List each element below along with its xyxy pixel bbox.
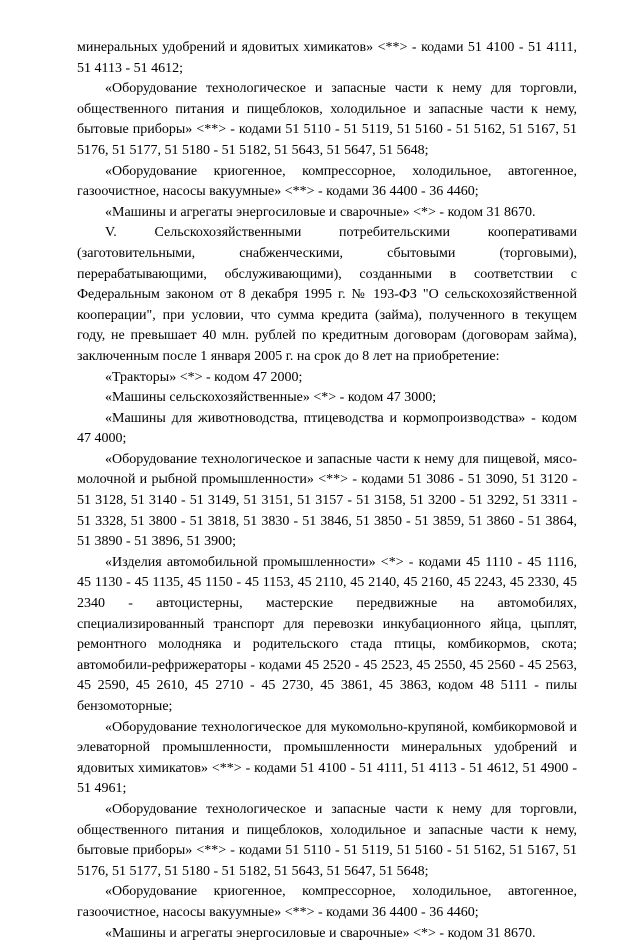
paragraph-power-machines-2: «Машины и агрегаты энергосиловые и сварочные» <*> - кодом 31 8670. xyxy=(105,925,536,941)
paragraph-food-industry-equipment: «Оборудование технологическое и запасные части к нему для пищевой, мясо-молочной и рыбной промышленности» <**> - кодами 51 3086 - 51 3090, 51 3120 - 51 3128, 51 3140 - 51 3149, 51 3151, 51 3157 - 51 3158, 51 3200 - 51 3292, 51 3311 - 51 3328, 51 3800 - 51 3818, 51 3830 - 51 3846, 51 3850 - 51 3859, 51 3860 - 51 3864, 51 3890 - 51 3896, 51 3900; xyxy=(77,451,577,550)
paragraph-trade-equipment-2: «Оборудование технологическое и запасные части к нему для торговли, общественного питания и пищеблоков, холодильное и запасные части к нему, бытовые приборы» <**> - кодами 51 5110 - 51 5119, 51 5160 - 51 5162, 51 5167, 51 5176, 51 5177, 51 5180 - 51 5182, 51 5643, 51 5647, 51 5648; xyxy=(77,801,577,879)
paragraph-tractors: «Тракторы» <*> - кодом 47 2000; xyxy=(105,369,303,385)
paragraph-section-v: V. Сельскохозяйственными потребительскими кооперативами (заготовительными, снабженческими, сбытовыми (торговыми), перерабатывающими, обслуживающими), созданными в соответствии с Федеральным законом от 8 декабря 1995 г. № 193-ФЗ "О сельскохозяйственной кооперации", при условии, что сумма кредита (займа), полученного в текущем году, не превышает 40 млн. рублей по кредитным договорам (договорам займа), заключенным после 1 января 2005 г. на срок до 8 лет на приобретение: xyxy=(77,225,577,364)
document-page xyxy=(77,38,577,944)
paragraph-trade-equipment: «Оборудование технологическое и запасные части к нему для торговли, общественного питания и пищеблоков, холодильное и запасные части к нему, бытовые приборы» <**> - кодами 51 5110 - 51 5119, 51 5160 - 51 5162, 51 5167, 51 5176, 51 5177, 51 5180 - 51 5182, 51 5643, 51 5647, 51 5648; xyxy=(77,81,577,158)
paragraph-power-machines: «Машины и агрегаты энергосиловые и сварочные» <*> - кодом 31 8670. xyxy=(105,204,536,220)
paragraph-cryogenic-equipment: «Оборудование криогенное, компрессорное, холодильное, автогенное, газоочистное, насосы вакуумные» <**> - кодами 36 4400 - 36 4460; xyxy=(77,163,577,200)
paragraph-fertilizers-continuation: минеральных удобрений и ядовитых химикатов» <**> - кодами 51 4100 - 51 4111, 51 4113 - 51 4612; xyxy=(77,40,577,76)
paragraph-agricultural-machines: «Машины сельскохозяйственные» <*> - кодом 47 3000; xyxy=(105,390,437,406)
paragraph-cryogenic-equipment-2: «Оборудование криогенное, компрессорное, холодильное, автогенное, газоочистное, насосы вакуумные» <**> - кодами 36 4400 - 36 4460; xyxy=(77,884,577,920)
paragraph-automotive-products: «Изделия автомобильной промышленности» <*> - кодами 45 1110 - 45 1116, 45 1130 - 45 1135, 45 1150 - 45 1153, 45 2110, 45 2140, 45 2160, 45 2243, 45 2330, 45 2340 - автоцистерны, мастерские передвижные на автомобилях, специализированный транспорт для перевозки инкубационного яйца, цыплят, ремонтного молодняка и родительского стада птицы, комбикормов, скота; автомобили-рефрижераторы - кодами 45 2520 - 45 2523, 45 2550, 45 2560 - 45 2563, 45 2590, 45 2610, 45 2710 - 45 2730, 45 3861, 45 3863, кодом 48 5111 - пилы бензомоторные; xyxy=(77,554,577,714)
paragraph-livestock-machines: «Машины для животноводства, птицеводства и кормопроизводства» - кодом 47 4000; xyxy=(77,410,577,447)
paragraph-milling-equipment: «Оборудование технологическое для мукомольно-крупяной, комбикормовой и элеваторной промышленности, промышленности минеральных удобрений и ядовитых химикатов» <**> - кодами 51 4100 - 51 4111, 51 4113 - 51 4612, 51 4900 - 51 4961; xyxy=(77,719,577,797)
